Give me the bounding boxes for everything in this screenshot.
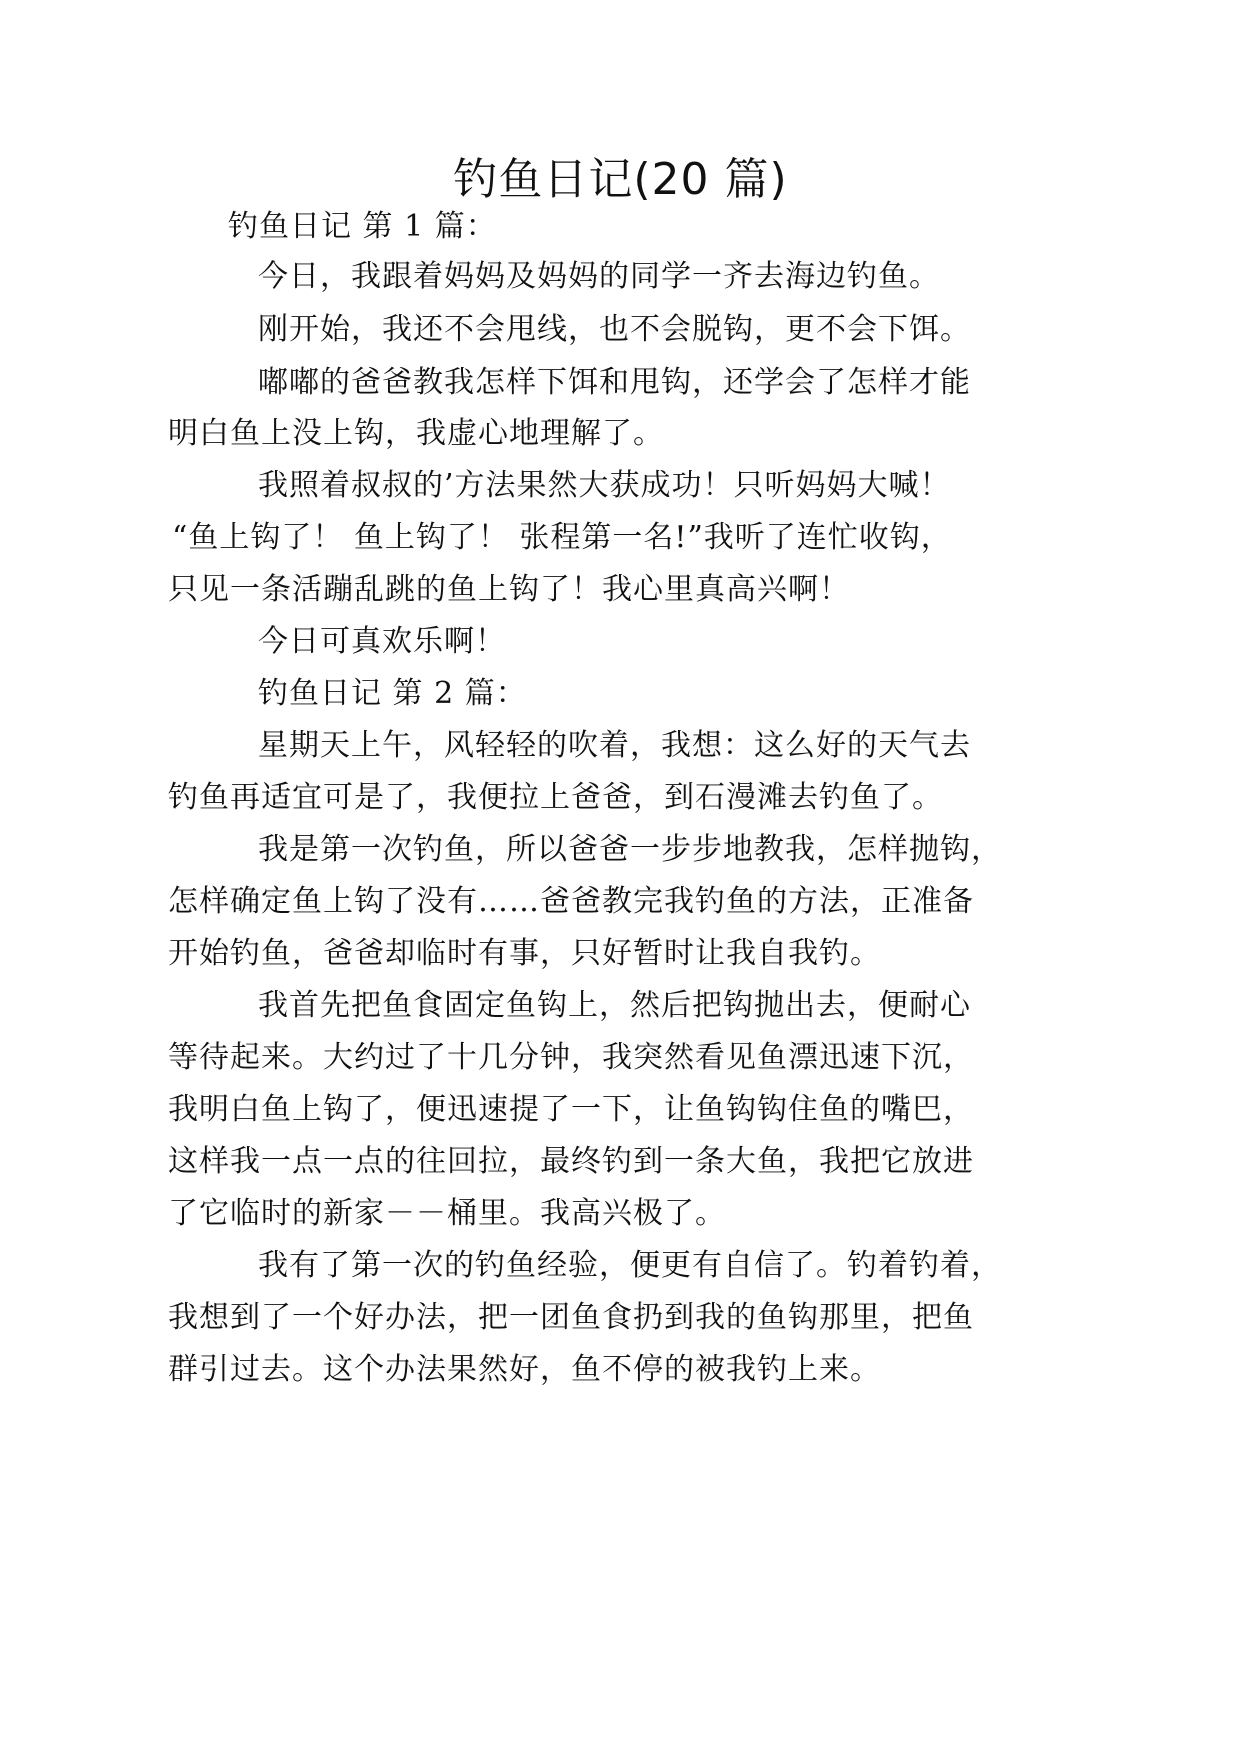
paragraph-line: 群引过去。这个办法果然好，鱼不停的被我钓上来。 <box>168 1352 881 1387</box>
paragraph-line: 我是第一次钓鱼，所以爸爸一步步地教我，怎样抛钩， <box>258 832 1002 867</box>
paragraph-line: 星期天上午，风轻轻的吹着，我想：这么好的天气去 <box>258 728 971 763</box>
paragraph-line: 我首先把鱼食固定鱼钩上，然后把钩抛出去，便耐心 <box>258 988 971 1023</box>
paragraph-line: 今日，我跟着妈妈及妈妈的同学一齐去海边钓鱼。 <box>258 259 940 294</box>
paragraph-line: “鱼上钩了！ 鱼上钩了！ 张程第一名!”我听了连忙收钩， <box>172 520 952 555</box>
paragraph-line: 明白鱼上没上钩，我虚心地理解了。 <box>168 416 664 451</box>
paragraph-line: 嘟嘟的爸爸教我怎样下饵和甩钩，还学会了怎样才能 <box>258 365 971 400</box>
paragraph-line: 今日可真欢乐啊！ <box>258 624 506 659</box>
paragraph-line: 只见一条活蹦乱跳的鱼上钩了！我心里真高兴啊！ <box>168 572 850 607</box>
paragraph-line: 开始钓鱼，爸爸却临时有事，只好暂时让我自我钓。 <box>168 936 881 971</box>
paragraph-line: 这样我一点一点的往回拉，最终钓到一条大鱼，我把它放进 <box>168 1144 974 1179</box>
paragraph-line: 我照着叔叔的’方法果然大获成功！只听妈妈大喊！ <box>258 468 951 503</box>
paragraph-line: 我有了第一次的钓鱼经验，便更有自信了。钓着钓着， <box>258 1248 1002 1283</box>
paragraph-line: 我想到了一个好办法，把一团鱼食扔到我的鱼钩那里，把鱼 <box>168 1300 974 1335</box>
paragraph-line: 怎样确定鱼上钩了没有……爸爸教完我钓鱼的方法，正准备 <box>168 884 974 919</box>
paragraph-line: 我明白鱼上钩了，便迅速提了一下，让鱼钩钩住鱼的嘴巴， <box>168 1092 974 1127</box>
paragraph-line: 刚开始，我还不会甩线，也不会脱钩，更不会下饵。 <box>258 312 971 347</box>
paragraph-line: 了它临时的新家－－桶里。我高兴极了。 <box>168 1196 726 1231</box>
paragraph-line: 等待起来。大约过了十几分钟，我突然看见鱼漂迅速下沉， <box>168 1040 974 1075</box>
section-heading-1: 钓鱼日记 第 1 篇： <box>228 209 497 244</box>
paragraph-line: 钓鱼再适宜可是了，我便拉上爸爸，到石漫滩去钓鱼了。 <box>168 780 943 815</box>
section-heading-2: 钓鱼日记 第 2 篇： <box>258 676 527 711</box>
document-title: 钓鱼日记(20 篇) <box>453 154 788 205</box>
